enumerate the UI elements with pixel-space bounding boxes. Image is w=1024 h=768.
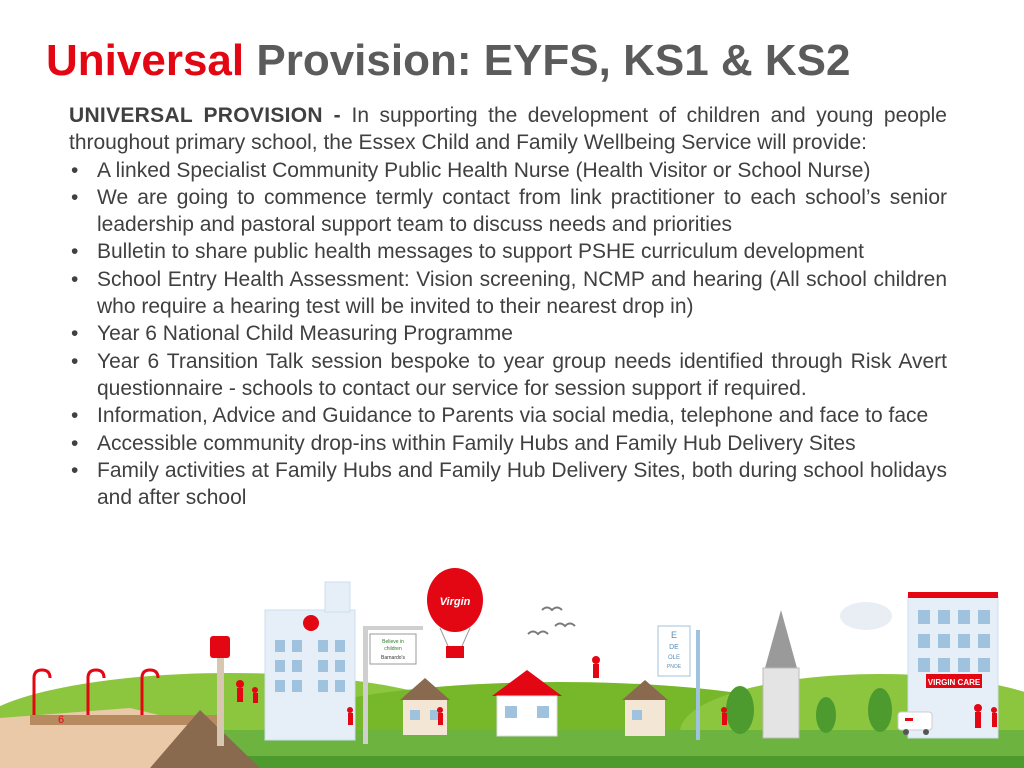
list-item: • Information, Advice and Guidance to Parents via social media, telephone and face to face [69, 402, 947, 429]
slide-title [46, 36, 851, 86]
hospital-tower [325, 582, 350, 612]
title-accent: Universal [46, 36, 245, 85]
signpost-arm [363, 626, 423, 630]
list-item: • Bulletin to share public health messages to support PSHE curriculum development [69, 238, 947, 265]
hot-air-balloon [427, 568, 483, 658]
signpost-line1: Believe in [382, 639, 404, 645]
list-item: • Year 6 National Child Measuring Programme [69, 320, 947, 347]
eye-chart-row: E [670, 630, 678, 640]
eye-chart [658, 626, 690, 676]
crest-pole [217, 656, 224, 746]
list-item: • School Entry Health Assessment: Vision screening, NCMP and hearing (All school children who require a hearing test will be invited to their nearest drop in) [69, 266, 947, 321]
title-rest: Provision: EYFS, KS1 & KS2 [256, 36, 851, 85]
hospital-sign: VIRGIN CARE [927, 678, 981, 687]
eye-chart-row: PNOE [666, 664, 682, 670]
intro-text: In supporting the development of children and young people throughout primary school, the Essex Child and Family Wellbeing Service will provide: [69, 104, 947, 155]
balloon-label: Virgin [439, 596, 471, 608]
provision-list [69, 157, 947, 512]
birds [528, 608, 575, 635]
church-spire [763, 610, 799, 738]
signpost-pole [363, 626, 368, 744]
signpost-line2: children [384, 646, 402, 652]
list-item: • Accessible community drop-ins within Family Hubs and Family Hub Delivery Sites [69, 430, 947, 457]
house-red-roof [492, 670, 562, 736]
intro-lead: UNIVERSAL PROVISION - [69, 104, 341, 127]
pole [696, 630, 700, 740]
eye-chart-row: DE [669, 644, 679, 651]
intro-paragraph [69, 102, 947, 157]
crest-icon [210, 636, 230, 658]
content-body [69, 102, 947, 511]
hospital-flower-icon [303, 615, 319, 631]
town-illustration [0, 560, 1024, 768]
pier-number: 6 [58, 714, 65, 726]
list-item: • We are going to commence termly contact from link practitioner to each school’s senior leadership and pastoral support team to discuss needs and priorities [69, 184, 947, 239]
signpost-line3: Barnardo's [380, 655, 406, 661]
list-item: • Family activities at Family Hubs and Family Hub Delivery Sites, both during school holidays and after school [69, 457, 947, 512]
eye-chart-row: OLE [667, 655, 681, 661]
list-item: • Year 6 Transition Talk session bespoke to year group needs identified through Risk Avert questionnaire - schools to contact our service for session support if required. [69, 348, 947, 403]
cloud [840, 602, 892, 630]
list-item: • A linked Specialist Community Public Health Nurse (Health Visitor or School Nurse) [69, 157, 947, 184]
